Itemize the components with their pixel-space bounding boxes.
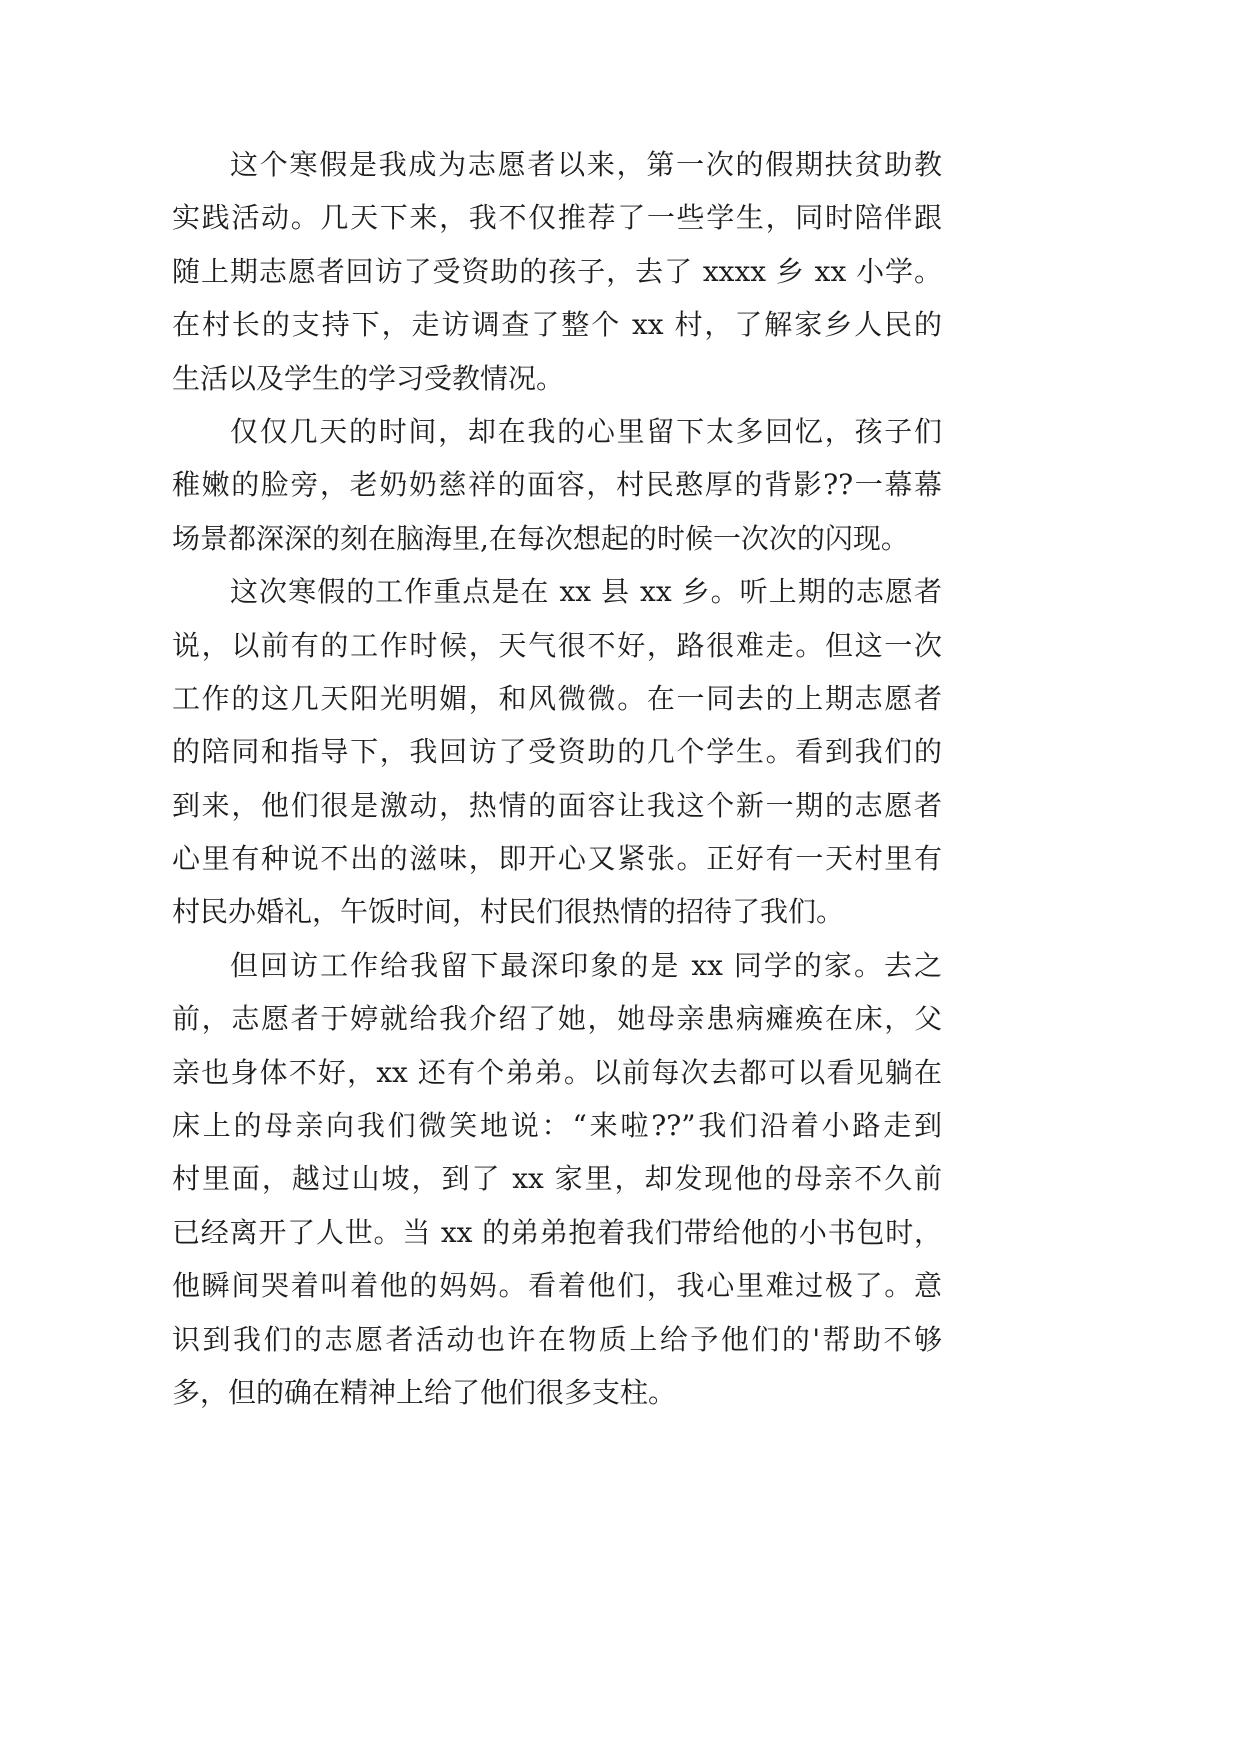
text-line: 心里有种说不出的滋味，即开心又紧张。正好有一天村里有 [172,842,942,876]
text-line: 已经离开了人世。当 xx 的弟弟抱着我们带给他的小书包时， [172,1215,942,1249]
text-line: 村里面，越过山坡，到了 xx 家里，却发现他的母亲不久前 [172,1162,942,1196]
paragraph-3 [172,565,942,939]
text-line: 场景都深深的刻在脑海里,在每次想起的时候一次次的闪现。 [172,521,909,555]
text-line: 多，但的确在精神上给了他们很多支柱。 [172,1375,677,1409]
document-body [172,138,942,1419]
text-line: 在村长的支持下，走访调查了整个 xx 村，了解家乡人民的 [172,308,942,342]
paragraph-2 [172,405,942,565]
text-line: 说，以前有的工作时候，天气很不好，路很难走。但这一次 [172,628,942,662]
text-line: 床上的母亲向我们微笑地说：“来啦??”我们沿着小路走到 [172,1109,942,1143]
paragraph-1 [172,138,942,405]
text-line: 的陪同和指导下，我回访了受资助的几个学生。看到我们的 [172,735,942,769]
paragraph-4 [172,939,942,1420]
text-line: 随上期志愿者回访了受资助的孩子，去了 xxxx 乡 xx 小学。 [172,254,942,288]
text-line: 这个寒假是我成为志愿者以来，第一次的假期扶贫助教 [230,148,942,181]
text-line: 稚嫩的脸旁，老奶奶慈祥的面容，村民憨厚的背影??一幕幕 [172,468,942,502]
text-line: 实践活动。几天下来，我不仅推荐了一些学生，同时陪伴跟 [172,201,942,235]
text-line: 他瞬间哭着叫着他的妈妈。看着他们，我心里难过极了。意 [172,1269,942,1303]
text-line: 识到我们的志愿者活动也许在物质上给予他们的'帮助不够 [172,1322,942,1356]
text-line: 仅仅几天的时间，却在我的心里留下太多回忆，孩子们 [230,414,942,448]
text-line: 这次寒假的工作重点是在 xx 县 xx 乡。听上期的志愿者 [230,575,942,609]
text-line: 生活以及学生的学习受教情况。 [172,361,565,395]
text-line: 工作的这几天阳光明媚，和风微微。在一同去的上期志愿者 [172,681,942,715]
text-line: 村民办婚礼，午饭时间，村民们很热情的招待了我们。 [172,895,845,929]
text-line: 到来，他们很是激动，热情的面容让我这个新一期的志愿者 [172,788,942,822]
text-line: 亲也身体不好，xx 还有个弟弟。以前每次去都可以看见躺在 [172,1055,942,1089]
text-line: 但回访工作给我留下最深印象的是 xx 同学的家。去之 [230,948,942,982]
text-line: 前，志愿者于婷就给我介绍了她，她母亲患病瘫痪在床，父 [172,1002,942,1036]
